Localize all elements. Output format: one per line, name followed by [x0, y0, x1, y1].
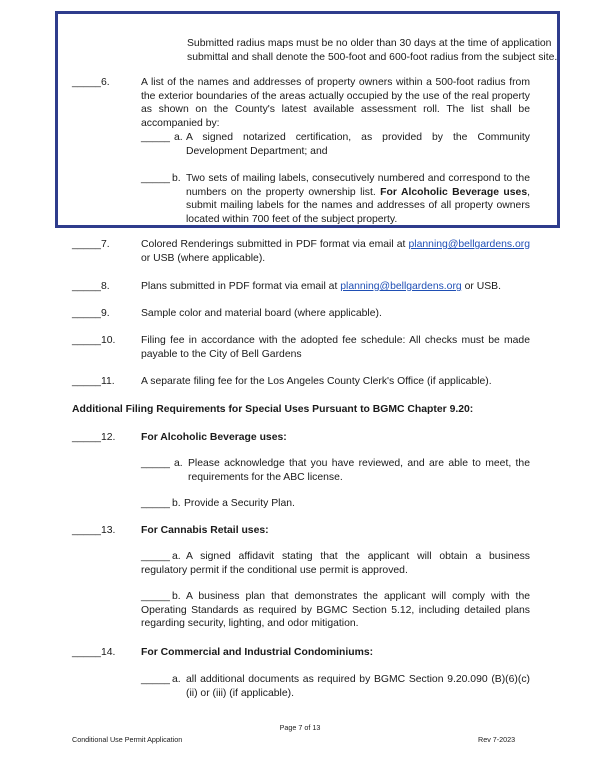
item-6-text: A list of the names and addresses of property owners within a 500-foot radius from the exterior boundaries of the areas actually occupied by the use of the real property as shown on the County's latest available assessment roll. The list shall be accompanied by:: [141, 77, 530, 129]
item-14-title: For Commercial and Industrial Condominiums:: [141, 647, 374, 658]
item-6b-text-after: , submit mailing labels for the names and addresses of all property owners located within 700 feet of the subject property.: [186, 186, 530, 225]
item-12-number: 12.: [101, 432, 116, 443]
item-12a-text: Please acknowledge that you have reviewed, and are able to meet, the requirements for the ABC license.: [188, 458, 530, 483]
item-12-title: For Alcoholic Beverage uses:: [141, 432, 287, 443]
item-13a-blank[interactable]: _____: [141, 551, 170, 562]
item-9-number: 9.: [101, 308, 110, 319]
radius-note-line-1: Submitted radius maps must be no older than 30 days at the time of application: [187, 38, 552, 49]
item-6b-letter: b.: [172, 173, 181, 184]
item-8-text: [141, 280, 501, 294]
item-7-text-before: Colored Renderings submitted in PDF format via email at: [141, 239, 409, 250]
footer-revision: Rev 7-2023: [478, 735, 516, 744]
item-7-text-after: or USB (where applicable).: [141, 252, 266, 264]
item-6b-text: [186, 172, 530, 226]
item-8-text-before: Plans submitted in PDF format via email at: [141, 281, 341, 292]
item-9-text: Sample color and material board (where applicable).: [141, 308, 382, 319]
item-8-text-after: or USB.: [461, 281, 501, 292]
item-11-number: 11.: [101, 376, 115, 387]
item-13-number: 13.: [101, 525, 116, 536]
item-14-number: 14.: [101, 647, 116, 658]
item-12a-letter: a.: [174, 458, 183, 469]
planning-email-link[interactable]: planning@bellgardens.org: [408, 239, 530, 250]
page-number: Page 7 of 13: [279, 723, 321, 732]
item-6b-text-bold: For Alcoholic Beverage uses: [380, 186, 528, 198]
special-uses-heading: Additional Filing Requirements for Special Uses Pursuant to BGMC Chapter 9.20:: [72, 404, 474, 415]
item-14a-blank[interactable]: _____: [141, 674, 170, 685]
item-6a-text: A signed notarized certification, as provided by the Community Development Department; and: [186, 132, 530, 157]
item-12-blank[interactable]: _____: [72, 432, 101, 443]
item-6a-letter: a.: [174, 132, 183, 143]
footer-title: Conditional Use Permit Application: [72, 735, 183, 744]
item-14-blank[interactable]: _____: [72, 647, 101, 658]
item-13a-text: A signed affidavit stating that the applicant will obtain a business regulatory permit if the conditional use permit is approved.: [141, 551, 530, 576]
item-7-text: [141, 238, 530, 265]
item-6b-text-before: Two sets of mailing labels, consecutively numbered and correspond to the numbers on the property ownership list.: [186, 173, 530, 198]
item-10-text: Filing fee in accordance with the adopted fee schedule: All checks must be made payable to the City of Bell Gardens: [141, 335, 530, 360]
item-12b-letter: b.: [172, 498, 181, 509]
item-7-blank[interactable]: _____: [72, 239, 101, 250]
item-13b-text: A business plan that demonstrates the applicant will comply with the Operating Standards as required by BGMC Section 5.12, including detailed plans regarding security, lighting, and odor mitigation.: [141, 591, 530, 630]
item-11-text: A separate filing fee for the Los Angeles County Clerk's Office (if applicable).: [141, 376, 492, 387]
item-6a-blank[interactable]: _____: [141, 132, 170, 143]
planning-email-link[interactable]: planning@bellgardens.org: [340, 281, 462, 292]
item-7-number: 7.: [101, 239, 110, 250]
item-11-blank[interactable]: _____: [72, 376, 101, 387]
item-13-blank[interactable]: _____: [72, 525, 101, 536]
item-13-title: For Cannabis Retail uses:: [141, 525, 269, 536]
item-14a-letter: a.: [172, 674, 181, 685]
item-6-blank[interactable]: _____: [72, 77, 101, 88]
item-12b-text: Provide a Security Plan.: [184, 498, 295, 509]
item-14a-text: all additional documents as required by BGMC Section 9.20.090 (B)(6)(c)(ii) or (iii) (if applicable).: [186, 674, 530, 699]
item-8-blank[interactable]: _____: [72, 281, 101, 292]
item-8-number: 8.: [101, 281, 110, 292]
item-10-number: 10.: [101, 335, 116, 346]
item-13b-letter: b.: [172, 591, 181, 602]
item-12a-blank[interactable]: _____: [141, 458, 170, 469]
item-9-blank[interactable]: _____: [72, 308, 101, 319]
item-13b-blank[interactable]: _____: [141, 591, 170, 602]
item-12b-blank[interactable]: _____: [141, 498, 170, 509]
radius-note-line-2: submittal and shall denote the 500-foot and 600-foot radius from the subject site.: [187, 52, 558, 63]
item-13a-letter: a.: [172, 551, 181, 562]
item-6-number: 6.: [101, 77, 110, 88]
item-6b-blank[interactable]: _____: [141, 173, 170, 184]
item-10-blank[interactable]: _____: [72, 335, 101, 346]
